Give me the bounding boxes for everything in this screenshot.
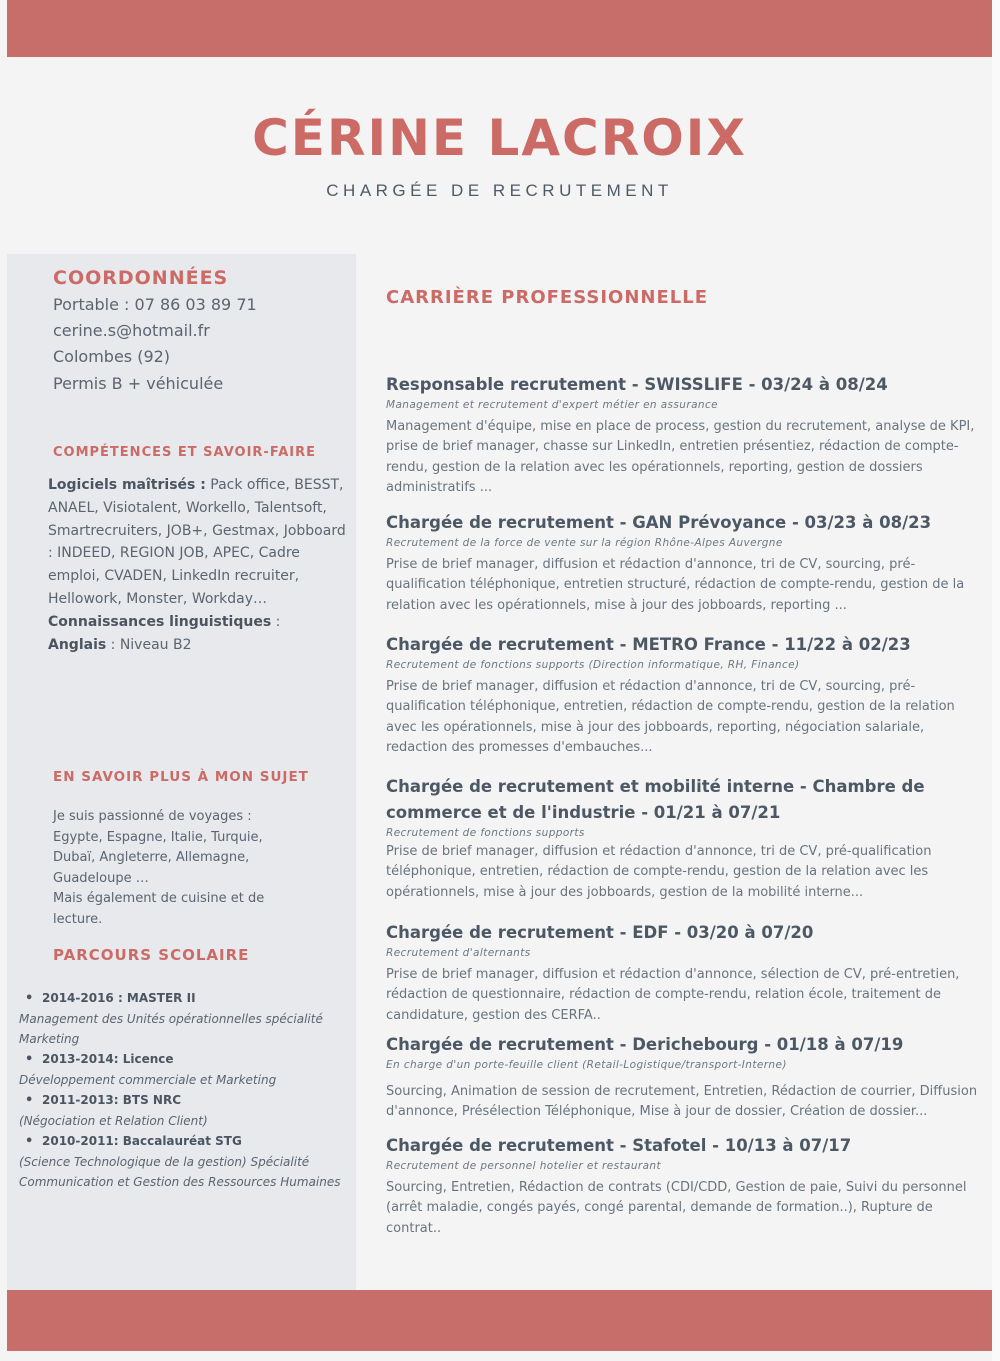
- education-degree: • 2011-2013: BTS NRC: [19, 1090, 349, 1111]
- job-entry: [386, 774, 986, 903]
- resume-header: [7, 57, 992, 254]
- job-heading: Chargée de recrutement - Stafotel - 10/13 à 07/17: [386, 1136, 852, 1155]
- job-subtitle: En charge d'un porte-feuille client (Retail-Logistique/transport-Interne): [386, 1059, 787, 1071]
- job-description: Prise de brief manager, diffusion et rédaction d'annonce, sélection de CV, pré-entretien, rédaction de questionnaire, rédaction de compte-rendu, relation école, traitement de candidature, gestion des CERFA..: [386, 967, 960, 1023]
- job-subtitle: Management et recrutement d'expert métier en assurance: [386, 399, 718, 411]
- about-line: Dubaï, Angleterre, Allemagne,: [53, 850, 250, 866]
- job-entry: [386, 1032, 986, 1123]
- about-block: [53, 807, 323, 931]
- job-description: Sourcing, Animation de session de recrutement, Entretien, Rédaction de courrier, Diffusion d'annonce, Présélection Téléphonique, Mise à jour de dossier, Création de dossier...: [386, 1084, 978, 1120]
- job-entry: [386, 920, 986, 1026]
- education-degree: • 2014-2016 : MASTER II: [19, 988, 349, 1009]
- about-line: Je suis passionné de voyages :: [53, 809, 252, 824]
- education-desc: Management des Unités opérationnelles spécialité Marketing: [19, 1012, 323, 1046]
- about-line: Mais également de cuisine et de: [53, 891, 265, 907]
- job-subtitle: Recrutement de fonctions supports: [386, 827, 585, 839]
- job-entry: [386, 372, 986, 499]
- education-desc: (Science Technologique de la gestion) Spécialité Communication et Gestion des Ressources Humaines: [19, 1155, 341, 1189]
- job-description: Prise de brief manager, diffusion et rédaction d'annonce, tri de CV, sourcing, pré-qualification téléphonique, entretien, rédaction de compte-rendu, gestion de la relation avec les opérationnels, mise à jour des jobboards, reporting, négociation salariale, redaction des promesses d'embauches...: [386, 679, 955, 756]
- job-subtitle: Recrutement d'alternants: [386, 947, 531, 959]
- education-list: [19, 988, 349, 1192]
- education-degree: • 2010-2011: Baccalauréat STG: [19, 1131, 349, 1152]
- contact-section-title: COORDONNÉES: [53, 267, 229, 289]
- job-description: Prise de brief manager, diffusion et rédaction d'annonce, tri de CV, sourcing, pré-qualification téléphonique, entretien structuré, rédaction de compte-rendu, gestion de la relation avec les opérationnels, mise à jour des jobboards, reporting ...: [386, 557, 965, 613]
- job-heading: Responsable recrutement - SWISSLIFE - 03/24 à 08/24: [386, 375, 888, 394]
- software-list: Pack office, BESST, ANAEL, Visiotalent, Workello, Talentsoft, Smartrecruiters, JOB+, Gestmax, Jobboard : INDEED, REGION JOB, APEC, Cadre emploi, CVADEN, LinkedIn recruiter, Hellowork, Monster, Workday…: [48, 477, 346, 607]
- top-band: [7, 0, 992, 57]
- job-subtitle: Recrutement de fonctions supports (Direction informatique, RH, Finance): [386, 659, 800, 671]
- contact-email: cerine.s@hotmail.fr: [53, 321, 210, 340]
- software-label: Logiciels maîtrisés :: [48, 477, 206, 493]
- candidate-job-title: CHARGÉE DE RECRUTEMENT: [326, 181, 673, 200]
- education-desc: (Négociation et Relation Client): [19, 1114, 208, 1128]
- job-heading: Chargée de recrutement et mobilité interne - Chambre de commerce et de l'industrie - 01/21 à 07/21: [386, 777, 925, 822]
- job-heading: Chargée de recrutement - Derichebourg - 01/18 à 07/19: [386, 1035, 904, 1054]
- about-line: Egypte, Espagne, Italie, Turquie,: [53, 829, 263, 845]
- career-section-title: CARRIÈRE PROFESSIONNELLE: [386, 287, 709, 308]
- education-section-title: PARCOURS SCOLAIRE: [53, 946, 250, 964]
- languages-label: Connaissances linguistiques: [48, 613, 272, 630]
- page-edge: [992, 0, 1000, 1361]
- job-description: Management d'équipe, mise en place de process, gestion du recrutement, analyse de KPI, prise de brief manager, chasse sur LinkedIn, entretien présentiez, rédaction de compte-rendu, gestion de la relation avec les opérationnels, reporting, gestion de dossiers administratifs ...: [386, 419, 975, 496]
- candidate-name: CÉRINE LACROIX: [252, 109, 747, 167]
- job-subtitle: Recrutement de personnel hotelier et restaurant: [386, 1160, 661, 1172]
- contact-city: Colombes (92): [53, 347, 171, 366]
- bottom-band: [7, 1290, 992, 1351]
- education-desc: Développement commerciale et Marketing: [19, 1073, 277, 1087]
- about-section-title: EN SAVOIR PLUS À MON SUJET: [53, 769, 309, 785]
- skills-block: [48, 474, 348, 656]
- english-label: Anglais: [48, 636, 107, 653]
- job-subtitle: Recrutement de la force de vente sur la région Rhône-Alpes Auvergne: [386, 537, 783, 549]
- job-description: Prise de brief manager, diffusion et rédaction d'annonce, tri de CV, pré-qualification téléphonique, entretien, rédaction de compte-rendu, gestion de la relation avec les opérationnels, mise à jour des jobboards, gestion de la mobilité interne...: [386, 844, 932, 900]
- english-level: : Niveau B2: [106, 636, 192, 653]
- job-description: Sourcing, Entretien, Rédaction de contrats (CDI/CDD, Gestion de paie, Suivi du personnel (arrêt maladie, congés payés, congé parental, demande de formation..), Rupture de contrat..: [386, 1180, 967, 1236]
- about-line: lecture.: [53, 911, 103, 927]
- job-heading: Chargée de recrutement - GAN Prévoyance - 03/23 à 08/23: [386, 513, 932, 532]
- job-entry: [386, 510, 986, 616]
- education-degree: • 2013-2014: Licence: [19, 1049, 349, 1070]
- contact-license: Permis B + véhiculée: [53, 374, 224, 393]
- job-entry: [386, 1133, 986, 1239]
- job-entry: [386, 632, 986, 759]
- job-heading: Chargée de recrutement - EDF - 03/20 à 07/20: [386, 923, 814, 942]
- about-line: Guadeloupe …: [53, 870, 149, 886]
- languages-separator: :: [271, 613, 281, 630]
- contact-phone: Portable : 07 86 03 89 71: [53, 295, 257, 314]
- skills-section-title: COMPÉTENCES ET SAVOIR-FAIRE: [53, 445, 316, 460]
- job-heading: Chargée de recrutement - METRO France - 11/22 à 02/23: [386, 635, 911, 654]
